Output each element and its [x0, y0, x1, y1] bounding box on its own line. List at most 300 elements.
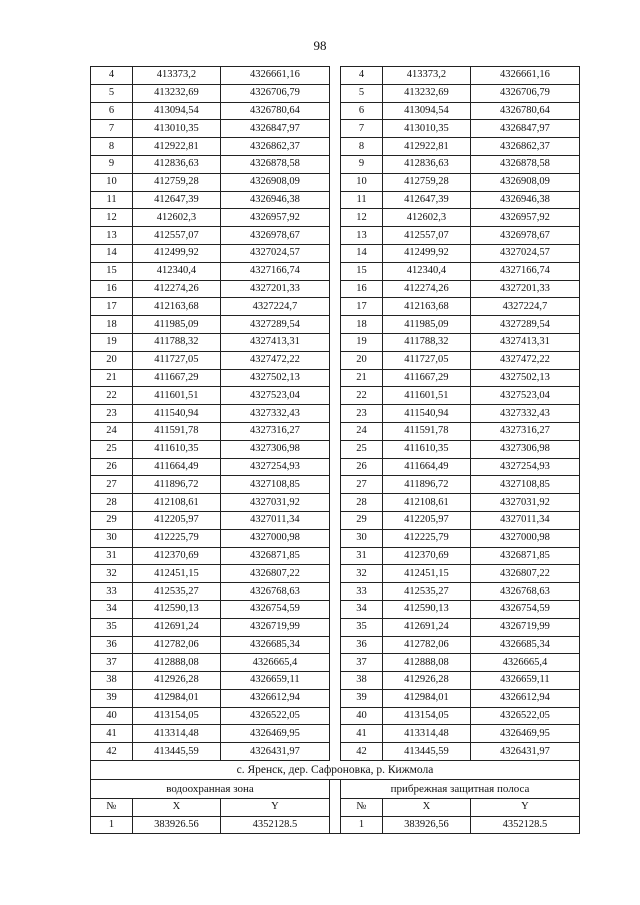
point-number: 5: [91, 84, 133, 102]
point-y: 4326768,63: [220, 583, 329, 601]
point-y: 4327000,98: [470, 529, 579, 547]
point-x: 412836,63: [133, 155, 221, 173]
point-number: 10: [341, 173, 383, 191]
point-y: 4327289,54: [470, 316, 579, 334]
table-row: [341, 262, 580, 280]
table-row: [91, 227, 330, 245]
point-x: 412836,63: [383, 155, 471, 173]
table-row: [91, 672, 330, 690]
table-row: [91, 743, 330, 761]
point-y: 4326862,37: [470, 138, 579, 156]
point-x: 412370,69: [133, 547, 221, 565]
point-x: 412557,07: [133, 227, 221, 245]
point-number: 25: [341, 440, 383, 458]
point-number: 28: [341, 494, 383, 512]
point-number: 22: [91, 387, 133, 405]
point-y: 4326780,64: [470, 102, 579, 120]
point-number: 34: [341, 600, 383, 618]
point-y: 4327472,22: [470, 351, 579, 369]
point-number: 39: [341, 689, 383, 707]
coastal-strip-title: прибрежная защитная полоса: [340, 780, 580, 799]
point-y: 4326847,97: [470, 120, 579, 138]
point-x: 412451,15: [133, 565, 221, 583]
point-x: 412888,08: [133, 654, 221, 672]
point-number: 41: [341, 725, 383, 743]
table-row: [341, 298, 580, 316]
point-x: 412984,01: [383, 689, 471, 707]
table-row: [341, 583, 580, 601]
page-number: 98: [313, 38, 327, 53]
table-row: [91, 511, 330, 529]
table-row: [341, 672, 580, 690]
table-row: [341, 654, 580, 672]
table-row: [341, 600, 580, 618]
point-y: 4326946,38: [470, 191, 579, 209]
point-x: 413094,54: [383, 102, 471, 120]
point-number: 42: [341, 743, 383, 761]
point-x: 412647,39: [383, 191, 471, 209]
point-y: 4327316,27: [220, 422, 329, 440]
point-y: 4326957,92: [470, 209, 579, 227]
point-x: 412535,27: [133, 583, 221, 601]
table-row: [341, 529, 580, 547]
point-y: 4327000,98: [220, 529, 329, 547]
point-number: 15: [91, 262, 133, 280]
point-x: 411788,32: [383, 333, 471, 351]
point-x: 412205,97: [133, 511, 221, 529]
point-x: 412922,81: [133, 138, 221, 156]
water-protection-zone-title: водоохранная зона: [90, 780, 330, 799]
point-y: 4326807,22: [220, 565, 329, 583]
table-row: [341, 476, 580, 494]
point-y: 4326957,92: [220, 209, 329, 227]
table-row: [91, 333, 330, 351]
point-number: 36: [341, 636, 383, 654]
point-x: 412984,01: [133, 689, 221, 707]
point-y: 4326978,67: [470, 227, 579, 245]
point-x: 412602,3: [383, 209, 471, 227]
point-y: 4327254,93: [470, 458, 579, 476]
point-x: 413314,48: [383, 725, 471, 743]
point-x: 412557,07: [383, 227, 471, 245]
point-number: 39: [91, 689, 133, 707]
point-number: 30: [91, 529, 133, 547]
point-y: 4327224,7: [470, 298, 579, 316]
point-x: 413314,48: [133, 725, 221, 743]
point-number: 29: [91, 511, 133, 529]
table-row: [91, 707, 330, 725]
point-x: 412225,79: [133, 529, 221, 547]
point-y: 4327011,34: [220, 511, 329, 529]
point-x: 412759,28: [133, 173, 221, 191]
point-x: 413232,69: [133, 84, 221, 102]
point-y: 4327306,98: [220, 440, 329, 458]
point-x: 413373,2: [133, 67, 221, 85]
point-x: 413094,54: [133, 102, 221, 120]
point-number: 14: [341, 244, 383, 262]
point-y: 4327024,57: [220, 244, 329, 262]
point-number: 16: [341, 280, 383, 298]
point-x: 411664,49: [383, 458, 471, 476]
table-row: [91, 191, 330, 209]
point-number: 18: [341, 316, 383, 334]
point-y: 4327523,04: [470, 387, 579, 405]
point-y: 4326871,85: [220, 547, 329, 565]
point-number: 18: [91, 316, 133, 334]
point-number: 42: [91, 743, 133, 761]
point-number: 40: [91, 707, 133, 725]
point-x: 412274,26: [133, 280, 221, 298]
table-row: [91, 351, 330, 369]
point-x: 411667,29: [133, 369, 221, 387]
point-number: 33: [341, 583, 383, 601]
point-y: 4326522,05: [470, 707, 579, 725]
point-y: 4327224,7: [220, 298, 329, 316]
point-x: 413010,35: [383, 120, 471, 138]
point-y: 4326665,4: [220, 654, 329, 672]
point-number: 27: [341, 476, 383, 494]
point-x: 411896,72: [133, 476, 221, 494]
table-row: [91, 298, 330, 316]
point-y: 4327254,93: [220, 458, 329, 476]
point-number: 23: [91, 405, 133, 423]
table-row: [91, 209, 330, 227]
point-number: 1: [91, 816, 133, 834]
coastal-strip-table: [340, 799, 580, 834]
point-y: 4327502,13: [470, 369, 579, 387]
point-number: 6: [341, 102, 383, 120]
point-number: 9: [341, 155, 383, 173]
water-protection-zone-table: [90, 799, 330, 834]
point-number: 25: [91, 440, 133, 458]
point-x: 412691,24: [133, 618, 221, 636]
point-y: 4326522,05: [220, 707, 329, 725]
table-row: [91, 636, 330, 654]
point-y: 4326685,34: [220, 636, 329, 654]
point-y: 4326871,85: [470, 547, 579, 565]
point-x: 411985,09: [383, 316, 471, 334]
point-x: 412926,28: [383, 672, 471, 690]
point-number: 17: [91, 298, 133, 316]
point-y: 4326768,63: [470, 583, 579, 601]
table-row: [91, 422, 330, 440]
point-x: 413373,2: [383, 67, 471, 85]
point-x: 412499,92: [133, 244, 221, 262]
point-number: 8: [341, 138, 383, 156]
table-row: [91, 67, 330, 85]
point-x: 411667,29: [383, 369, 471, 387]
point-y: 4326719,99: [470, 618, 579, 636]
point-x: 412759,28: [383, 173, 471, 191]
table-row: [91, 280, 330, 298]
point-number: 11: [91, 191, 133, 209]
table-row: [91, 405, 330, 423]
point-y: 4327306,98: [470, 440, 579, 458]
coordinate-tables: [90, 66, 580, 761]
point-y: 4327316,27: [470, 422, 579, 440]
point-y: 4327332,43: [220, 405, 329, 423]
point-y: 4326612,94: [220, 689, 329, 707]
point-y: 4326878,58: [220, 155, 329, 173]
locality-tables: [90, 780, 580, 834]
table-row: [91, 102, 330, 120]
point-y: 4326862,37: [220, 138, 329, 156]
table-row: [341, 155, 580, 173]
water-protection-zone-block: [90, 780, 330, 834]
point-y: 4327472,22: [220, 351, 329, 369]
point-y: 4326978,67: [220, 227, 329, 245]
point-x: 413232,69: [383, 84, 471, 102]
table-row: [341, 191, 580, 209]
point-number: 19: [91, 333, 133, 351]
point-x: 411591,78: [383, 422, 471, 440]
point-number: 36: [91, 636, 133, 654]
point-number: 17: [341, 298, 383, 316]
point-y: 4326878,58: [470, 155, 579, 173]
point-y: 4327201,33: [470, 280, 579, 298]
table-row: [91, 654, 330, 672]
point-y: 4327166,74: [470, 262, 579, 280]
point-x: 412888,08: [383, 654, 471, 672]
table-row: [91, 618, 330, 636]
table-row: [91, 262, 330, 280]
point-number: 37: [91, 654, 133, 672]
point-number: 14: [91, 244, 133, 262]
table-row: [91, 547, 330, 565]
point-x: 412647,39: [133, 191, 221, 209]
point-number: 29: [341, 511, 383, 529]
table-row: [91, 476, 330, 494]
point-number: 34: [91, 600, 133, 618]
point-x: 411727,05: [383, 351, 471, 369]
column-header-x: X: [133, 799, 221, 816]
point-x: 412274,26: [383, 280, 471, 298]
point-x: 411610,35: [383, 440, 471, 458]
point-y: 4327413,31: [220, 333, 329, 351]
point-number: 24: [91, 422, 133, 440]
table-row: [341, 440, 580, 458]
point-y: 4327108,85: [470, 476, 579, 494]
column-header-number: №: [91, 799, 133, 816]
table-row: [341, 227, 580, 245]
point-x: 412108,61: [383, 494, 471, 512]
table-row: [341, 422, 580, 440]
point-x: 412590,13: [133, 600, 221, 618]
point-number: 26: [91, 458, 133, 476]
table-row: [341, 816, 580, 834]
point-x: 413445,59: [383, 743, 471, 761]
point-number: 21: [91, 369, 133, 387]
point-x: 411896,72: [383, 476, 471, 494]
point-number: 38: [341, 672, 383, 690]
point-y: 4326431,97: [470, 743, 579, 761]
table-row: [91, 244, 330, 262]
point-number: 4: [91, 67, 133, 85]
point-x: 383926,56: [383, 816, 471, 834]
table-row: [341, 173, 580, 191]
table-row: [91, 494, 330, 512]
point-x: 412782,06: [383, 636, 471, 654]
table-row: [91, 138, 330, 156]
column-header-number: №: [341, 799, 383, 816]
point-x: 413154,05: [133, 707, 221, 725]
point-x: 412499,92: [383, 244, 471, 262]
point-number: 1: [341, 816, 383, 834]
point-y: 4327201,33: [220, 280, 329, 298]
point-x: 412922,81: [383, 138, 471, 156]
point-number: 6: [91, 102, 133, 120]
point-number: 13: [341, 227, 383, 245]
table-row: [91, 600, 330, 618]
point-number: 20: [91, 351, 133, 369]
table-row: [91, 155, 330, 173]
point-x: 412205,97: [383, 511, 471, 529]
point-x: 413445,59: [133, 743, 221, 761]
point-number: 41: [91, 725, 133, 743]
table-row: [341, 494, 580, 512]
point-x: 413010,35: [133, 120, 221, 138]
point-number: 23: [341, 405, 383, 423]
point-number: 30: [341, 529, 383, 547]
point-number: 40: [341, 707, 383, 725]
point-x: 412602,3: [133, 209, 221, 227]
point-x: 412782,06: [133, 636, 221, 654]
point-x: 411540,94: [383, 405, 471, 423]
point-x: 411985,09: [133, 316, 221, 334]
point-number: 32: [91, 565, 133, 583]
point-y: 4326469,95: [470, 725, 579, 743]
point-y: 4326847,97: [220, 120, 329, 138]
point-x: 411601,51: [383, 387, 471, 405]
table-header-row: [341, 799, 580, 816]
point-y: 4326469,95: [220, 725, 329, 743]
point-x: 412108,61: [133, 494, 221, 512]
point-y: 4327031,92: [220, 494, 329, 512]
point-number: 4: [341, 67, 383, 85]
point-x: 412225,79: [383, 529, 471, 547]
point-y: 4326946,38: [220, 191, 329, 209]
table-row: [341, 725, 580, 743]
table-row: [341, 387, 580, 405]
point-x: 411727,05: [133, 351, 221, 369]
table-row: [341, 67, 580, 85]
column-gap: [330, 780, 340, 834]
table-row: [91, 369, 330, 387]
point-y: 4326659,11: [220, 672, 329, 690]
point-number: 22: [341, 387, 383, 405]
point-y: 4326754,59: [470, 600, 579, 618]
point-y: 4327108,85: [220, 476, 329, 494]
table-row: [341, 84, 580, 102]
point-number: 31: [91, 547, 133, 565]
point-number: 8: [91, 138, 133, 156]
point-y: 4326659,11: [470, 672, 579, 690]
point-y: 4327024,57: [470, 244, 579, 262]
point-number: 26: [341, 458, 383, 476]
point-x: 412926,28: [133, 672, 221, 690]
point-y: 4326685,34: [470, 636, 579, 654]
table-row: [341, 369, 580, 387]
table-row: [91, 689, 330, 707]
column-header-y: Y: [470, 799, 579, 816]
point-number: 32: [341, 565, 383, 583]
point-x: 383926.56: [133, 816, 221, 834]
point-y: 4327011,34: [470, 511, 579, 529]
point-x: 413154,05: [383, 707, 471, 725]
point-x: 412370,69: [383, 547, 471, 565]
point-number: 5: [341, 84, 383, 102]
table-row: [341, 743, 580, 761]
point-y: 4326706,79: [220, 84, 329, 102]
point-y: 4326661,16: [470, 67, 579, 85]
table-row: [91, 120, 330, 138]
table-row: [341, 280, 580, 298]
point-number: 24: [341, 422, 383, 440]
point-x: 411610,35: [133, 440, 221, 458]
table-row: [341, 244, 580, 262]
table-row: [91, 565, 330, 583]
column-header-y: Y: [220, 799, 329, 816]
table-row: [91, 173, 330, 191]
point-x: 411591,78: [133, 422, 221, 440]
table-header-row: [91, 799, 330, 816]
point-number: 19: [341, 333, 383, 351]
point-number: 7: [91, 120, 133, 138]
table-row: [91, 583, 330, 601]
table-row: [341, 689, 580, 707]
point-number: 9: [91, 155, 133, 173]
table-row: [341, 351, 580, 369]
point-x: 412340,4: [133, 262, 221, 280]
table-row: [341, 511, 580, 529]
point-y: 4327523,04: [220, 387, 329, 405]
point-x: 412691,24: [383, 618, 471, 636]
point-number: 7: [341, 120, 383, 138]
table-row: [341, 547, 580, 565]
point-number: 37: [341, 654, 383, 672]
point-number: 12: [91, 209, 133, 227]
point-y: 4326780,64: [220, 102, 329, 120]
point-x: 412535,27: [383, 583, 471, 601]
left-coordinate-table: [90, 66, 330, 761]
point-y: 4327413,31: [470, 333, 579, 351]
point-number: 10: [91, 173, 133, 191]
point-x: 411664,49: [133, 458, 221, 476]
table-row: [341, 618, 580, 636]
point-x: 412590,13: [383, 600, 471, 618]
point-x: 411788,32: [133, 333, 221, 351]
table-row: [341, 565, 580, 583]
point-number: 33: [91, 583, 133, 601]
point-x: 412451,15: [383, 565, 471, 583]
point-y: 4327166,74: [220, 262, 329, 280]
coordinates-sheet: [90, 66, 580, 834]
point-y: 4352128.5: [220, 816, 329, 834]
point-y: 4326719,99: [220, 618, 329, 636]
point-y: 4326665,4: [470, 654, 579, 672]
point-number: 28: [91, 494, 133, 512]
table-row: [91, 440, 330, 458]
point-y: 4352128.5: [470, 816, 579, 834]
table-row: [341, 102, 580, 120]
table-row: [341, 138, 580, 156]
point-number: 15: [341, 262, 383, 280]
point-number: 31: [341, 547, 383, 565]
point-y: 4326807,22: [470, 565, 579, 583]
point-y: 4327031,92: [470, 494, 579, 512]
point-y: 4326612,94: [470, 689, 579, 707]
column-header-x: X: [383, 799, 471, 816]
